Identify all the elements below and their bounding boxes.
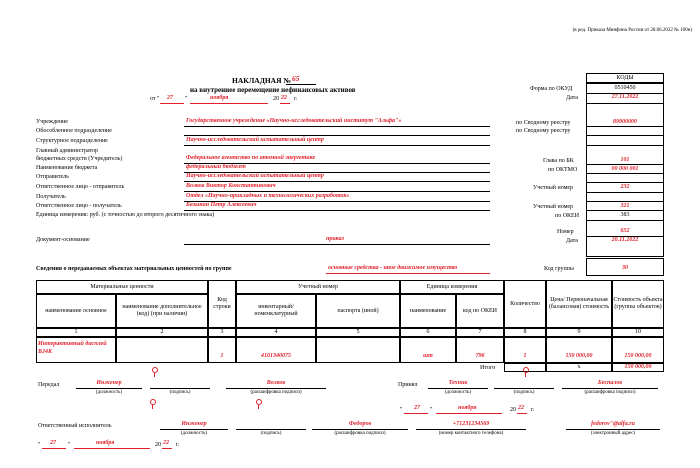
document-subtitle: на внутреннее перемещение нефинансовых активов bbox=[190, 86, 356, 94]
date-prefix: от " bbox=[150, 96, 160, 102]
account-1-value[interactable]: 232 bbox=[620, 184, 630, 190]
codes-header: КОДЫ bbox=[616, 75, 634, 81]
exec-phone[interactable]: +71231234569 bbox=[452, 421, 490, 427]
th-unit: Единица измерения bbox=[400, 280, 504, 294]
document-number[interactable]: 65 bbox=[292, 74, 300, 83]
account-2-value[interactable]: 321 bbox=[620, 203, 630, 209]
accepted-name[interactable]: Беспалов bbox=[597, 380, 623, 386]
resp-receiver-value[interactable]: Базыкин Петр Алексеевич bbox=[186, 202, 257, 208]
accepted-position[interactable]: Техник bbox=[448, 380, 468, 386]
row-code[interactable]: 1 bbox=[220, 353, 224, 359]
row-qty[interactable]: 1 bbox=[523, 353, 527, 359]
registry-value[interactable]: 89900000 bbox=[613, 119, 637, 125]
accept-date-year[interactable]: 22 bbox=[518, 405, 524, 411]
exec-date-year[interactable]: 22 bbox=[163, 440, 169, 446]
group-label: Сведения о передаваемых объектах материальных ценностей по группе bbox=[36, 266, 232, 272]
structural-value[interactable]: Научно-исследовательский испытательный центр bbox=[186, 137, 324, 143]
date-code[interactable]: 27.11.2022 bbox=[611, 94, 639, 100]
pin-icon bbox=[523, 367, 529, 373]
date-year-prefix: 20 bbox=[273, 96, 279, 102]
th-mat: Материальные ценности bbox=[36, 280, 208, 294]
pin-icon bbox=[150, 399, 156, 405]
date-day[interactable]: 27 bbox=[167, 95, 173, 101]
th-extra: наименование дополнительное (код) (при наличии) bbox=[116, 294, 208, 328]
okud-code: 0510450 bbox=[614, 85, 636, 91]
handed-position[interactable]: Инженер bbox=[96, 380, 122, 386]
th-okei: код по ОКЕИ bbox=[456, 294, 504, 328]
document-title: НАКЛАДНАЯ № bbox=[232, 76, 291, 85]
th-inv: инвентарный/ номенклатурный bbox=[236, 294, 316, 328]
date-month[interactable]: ноября bbox=[210, 95, 229, 101]
th-cost: Стоимость объекта (группы объектов) bbox=[612, 280, 664, 328]
exec-date-day[interactable]: 27 bbox=[50, 440, 56, 446]
date-year[interactable]: 22 bbox=[281, 95, 287, 101]
budget-value[interactable]: федеральный бюджет bbox=[186, 164, 246, 170]
basis-value[interactable]: приказ bbox=[326, 236, 344, 242]
th-code: Код строки bbox=[208, 280, 236, 328]
accept-date-month[interactable]: ноября bbox=[458, 405, 477, 411]
exec-position[interactable]: Инженер bbox=[181, 421, 207, 427]
resp-sender-value[interactable]: Волков Виктор Константинович bbox=[186, 183, 276, 189]
exec-name[interactable]: Федоров bbox=[348, 421, 372, 427]
row-name[interactable]: Интерактивный дисплей BJ4K bbox=[38, 341, 107, 356]
th-unitname: наименование bbox=[400, 294, 456, 328]
sender-value[interactable]: Научно-исследовательский испытательный центр bbox=[186, 173, 324, 179]
total-label: Итого bbox=[480, 365, 496, 371]
institution-value[interactable]: Государственное учреждение «Научно-исследовательский институт "Альфа"» bbox=[186, 118, 402, 124]
handed-name[interactable]: Волков bbox=[266, 380, 286, 386]
th-name: наименование основное bbox=[36, 294, 116, 328]
exec-email[interactable]: fedorov"@alfa.ru bbox=[591, 421, 635, 427]
pin-icon bbox=[256, 399, 262, 405]
okei-value: 383 bbox=[620, 212, 630, 218]
date2-value[interactable]: 20.11.2022 bbox=[611, 237, 639, 243]
number-value[interactable]: 652 bbox=[620, 228, 630, 234]
row-inv[interactable]: 4101340075 bbox=[261, 353, 291, 359]
pin-icon bbox=[152, 367, 158, 373]
edition-note: (в ред. Приказа Минфина России от 28.06.2022 № 100н) bbox=[572, 28, 692, 33]
receiver-value[interactable]: Отдел «Научно-прикладных и технологических разработок» bbox=[186, 193, 350, 199]
row-cost[interactable]: 150 000,00 bbox=[624, 353, 652, 359]
th-pass: паспорта (иной) bbox=[316, 294, 400, 328]
row-unit[interactable]: шт bbox=[423, 353, 433, 359]
exec-date-month[interactable]: ноября bbox=[96, 440, 115, 446]
row-okei[interactable]: 796 bbox=[475, 353, 485, 359]
group-value[interactable]: основные средства - иное движимое имущество bbox=[328, 265, 458, 271]
group-code[interactable]: 30 bbox=[622, 265, 628, 271]
th-qty: Количество bbox=[504, 280, 546, 328]
accept-date-day[interactable]: 27 bbox=[414, 405, 420, 411]
oktmo-value[interactable]: 00 000 001 bbox=[611, 166, 639, 172]
bk-value[interactable]: 101 bbox=[620, 157, 630, 163]
row-price[interactable]: 150 000,00 bbox=[565, 353, 593, 359]
th-price: Цена/ Первоначальная (балансовая) стоимость bbox=[546, 280, 612, 328]
th-acc: Учетный номер bbox=[236, 280, 400, 294]
total-cost[interactable]: 150 000,00 bbox=[624, 364, 652, 370]
chief-value[interactable]: Федеральное агентство по атомной энергетике bbox=[186, 155, 316, 161]
